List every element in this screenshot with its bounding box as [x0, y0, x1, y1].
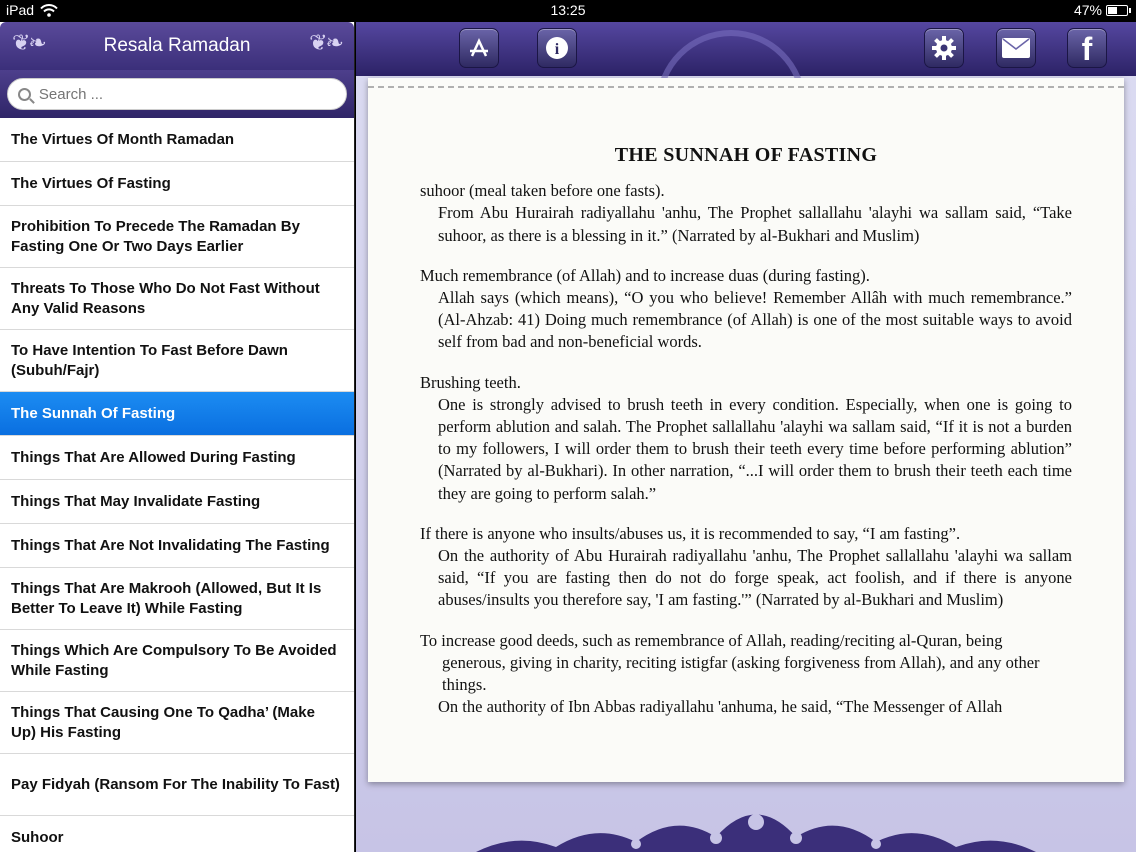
info-button[interactable] [537, 28, 577, 68]
chapter-item[interactable] [0, 524, 354, 568]
facebook-icon [1074, 32, 1100, 64]
section-head: Brushing teeth. [420, 372, 521, 392]
section-body: On the authority of Abu Hurairah radiyallahu 'anhu, The Prophet sallallahu 'alayhi wa sallam said, “If you are fasting then do not do forge speak, act foolish, and if there is anyone abuses/insults you therefore say, 'I am fasting.'” (Narrated by al-Bukhari and Muslim) [438, 546, 1072, 610]
chapter-item[interactable] [0, 754, 354, 816]
chapter-item[interactable] [0, 162, 354, 206]
chapter-item[interactable] [0, 630, 354, 692]
section-body: From Abu Hurairah radiyallahu 'anhu, The Prophet sallallahu 'alayhi wa sallam said, “Take suhoor, as there is a blessing in it.” (Narrated by al-Bukhari and Muslim) [438, 203, 1072, 245]
device-name: iPad [6, 2, 35, 18]
section-body: Allah says (which means), “O you who believe! Remember Allâh with much remembrance.” (Al-Ahzab: 41) Doing much remembrance (of Allah) is one of the most suitable ways to avoid self from bad and non-beneficial words. [438, 288, 1072, 352]
chapter-item[interactable] [0, 268, 354, 330]
chapter-item-label: Things That Are Allowed During Fasting [11, 448, 296, 466]
chapter-item-label: Things Which Are Compulsory To Be Avoided While Fasting [11, 641, 337, 679]
chapter-item[interactable] [0, 436, 354, 480]
sidebar [0, 22, 355, 852]
footer-ornament-icon [476, 792, 1036, 852]
article [420, 144, 1072, 736]
mail-button[interactable] [996, 28, 1036, 68]
app-title: Resala Ramadan [103, 35, 251, 56]
chapter-item[interactable] [0, 118, 354, 162]
sidebar-header [0, 22, 354, 70]
info-icon [544, 35, 570, 61]
battery-icon [1106, 5, 1128, 16]
chapter-item-label: The Virtues Of Fasting [11, 174, 171, 192]
search-bar [0, 70, 354, 118]
chapter-item-label: Prohibition To Precede The Ramadan By Fasting One Or Two Days Earlier [11, 217, 300, 255]
info-glyph: i [554, 41, 560, 58]
reader-pane [356, 22, 1136, 852]
section-head: Much remembrance (of Allah) and to increase duas (during fasting). [420, 265, 870, 285]
search-icon [18, 88, 31, 101]
battery-percent: 47% [1073, 2, 1102, 18]
chapter-item[interactable] [0, 480, 354, 524]
chapter-item-label: Things That Causing One To Qadha’ (Make Up) His Fasting [11, 703, 315, 741]
section-body: One is strongly advised to brush teeth in every condition. Especially, when one is going to perform ablution and salah. The Prophet sallallahu 'alayhi wa sallam said, “If it is not a burden to my followers, I will order them to brush their teeth every time before performing ablution” (Narrated by al-Bukhari). In other narration, “...I will order them to brush their teeth each time they are going to perform salah.” [438, 394, 1072, 503]
chapter-item[interactable] [0, 692, 354, 754]
chapter-item-label: Pay Fidyah (Ransom For The Inability To Fast) [11, 775, 340, 793]
chapter-item-label: Suhoor [11, 828, 64, 846]
chapter-item[interactable] [0, 568, 354, 630]
chapter-item-label: Things That Are Makrooh (Allowed, But It Is Better To Leave It) While Fasting [11, 579, 322, 617]
chapter-item[interactable] [0, 330, 354, 392]
chapter-item-selected[interactable] [0, 392, 354, 436]
chapter-item-label: The Virtues Of Month Ramadan [11, 130, 235, 148]
clock: 13:25 [550, 2, 586, 18]
article-title: THE SUNNAH OF FASTING [614, 144, 878, 166]
gear-icon [931, 35, 957, 61]
status-bar [0, 0, 1136, 22]
chapter-item[interactable] [0, 206, 354, 268]
search-input[interactable] [39, 86, 336, 103]
chapter-item-label: Things That May Invalidate Fasting [11, 492, 261, 510]
settings-button[interactable] [924, 28, 964, 68]
section-head: To increase good deeds, such as remembrance of Allah, reading/reciting al-Quran, being [420, 630, 1003, 650]
app-store-icon [466, 35, 492, 61]
section-head: If there is anyone who insults/abuses us, it is recommended to say, “I am fasting”. [420, 523, 961, 543]
search-field[interactable] [7, 78, 347, 110]
section-head-continued: generous, giving in charity, reciting istigfar (asking forgiveness from Allah), and any other things. [442, 652, 1040, 695]
facebook-glyph: f [1081, 32, 1093, 64]
page-top-dashed-line [368, 86, 1124, 88]
chapter-item-label: Threats To Those Who Do Not Fast Without Any Valid Reasons [11, 279, 320, 317]
section-body: On the authority of Ibn Abbas radiyallahu 'anhuma, he said, “The Messenger of Allah [438, 697, 1003, 717]
chapter-item-label: The Sunnah Of Fasting [11, 404, 176, 422]
chapter-item-label: Things That Are Not Invalidating The Fasting [11, 536, 330, 554]
chapter-item[interactable] [0, 816, 354, 852]
article-page[interactable] [368, 78, 1124, 782]
facebook-button[interactable] [1067, 28, 1107, 68]
chapter-item-label: To Have Intention To Fast Before Dawn (Subuh/Fajr) [11, 341, 288, 379]
section-head: suhoor (meal taken before one fasts). [420, 181, 665, 201]
mail-icon [1001, 37, 1031, 59]
chapter-list [0, 118, 354, 852]
toolbar [356, 22, 1136, 76]
ornament-right-icon: ❦❧ [309, 30, 342, 55]
app-store-button[interactable] [459, 28, 499, 68]
ornament-left-icon: ❦❧ [12, 30, 45, 55]
